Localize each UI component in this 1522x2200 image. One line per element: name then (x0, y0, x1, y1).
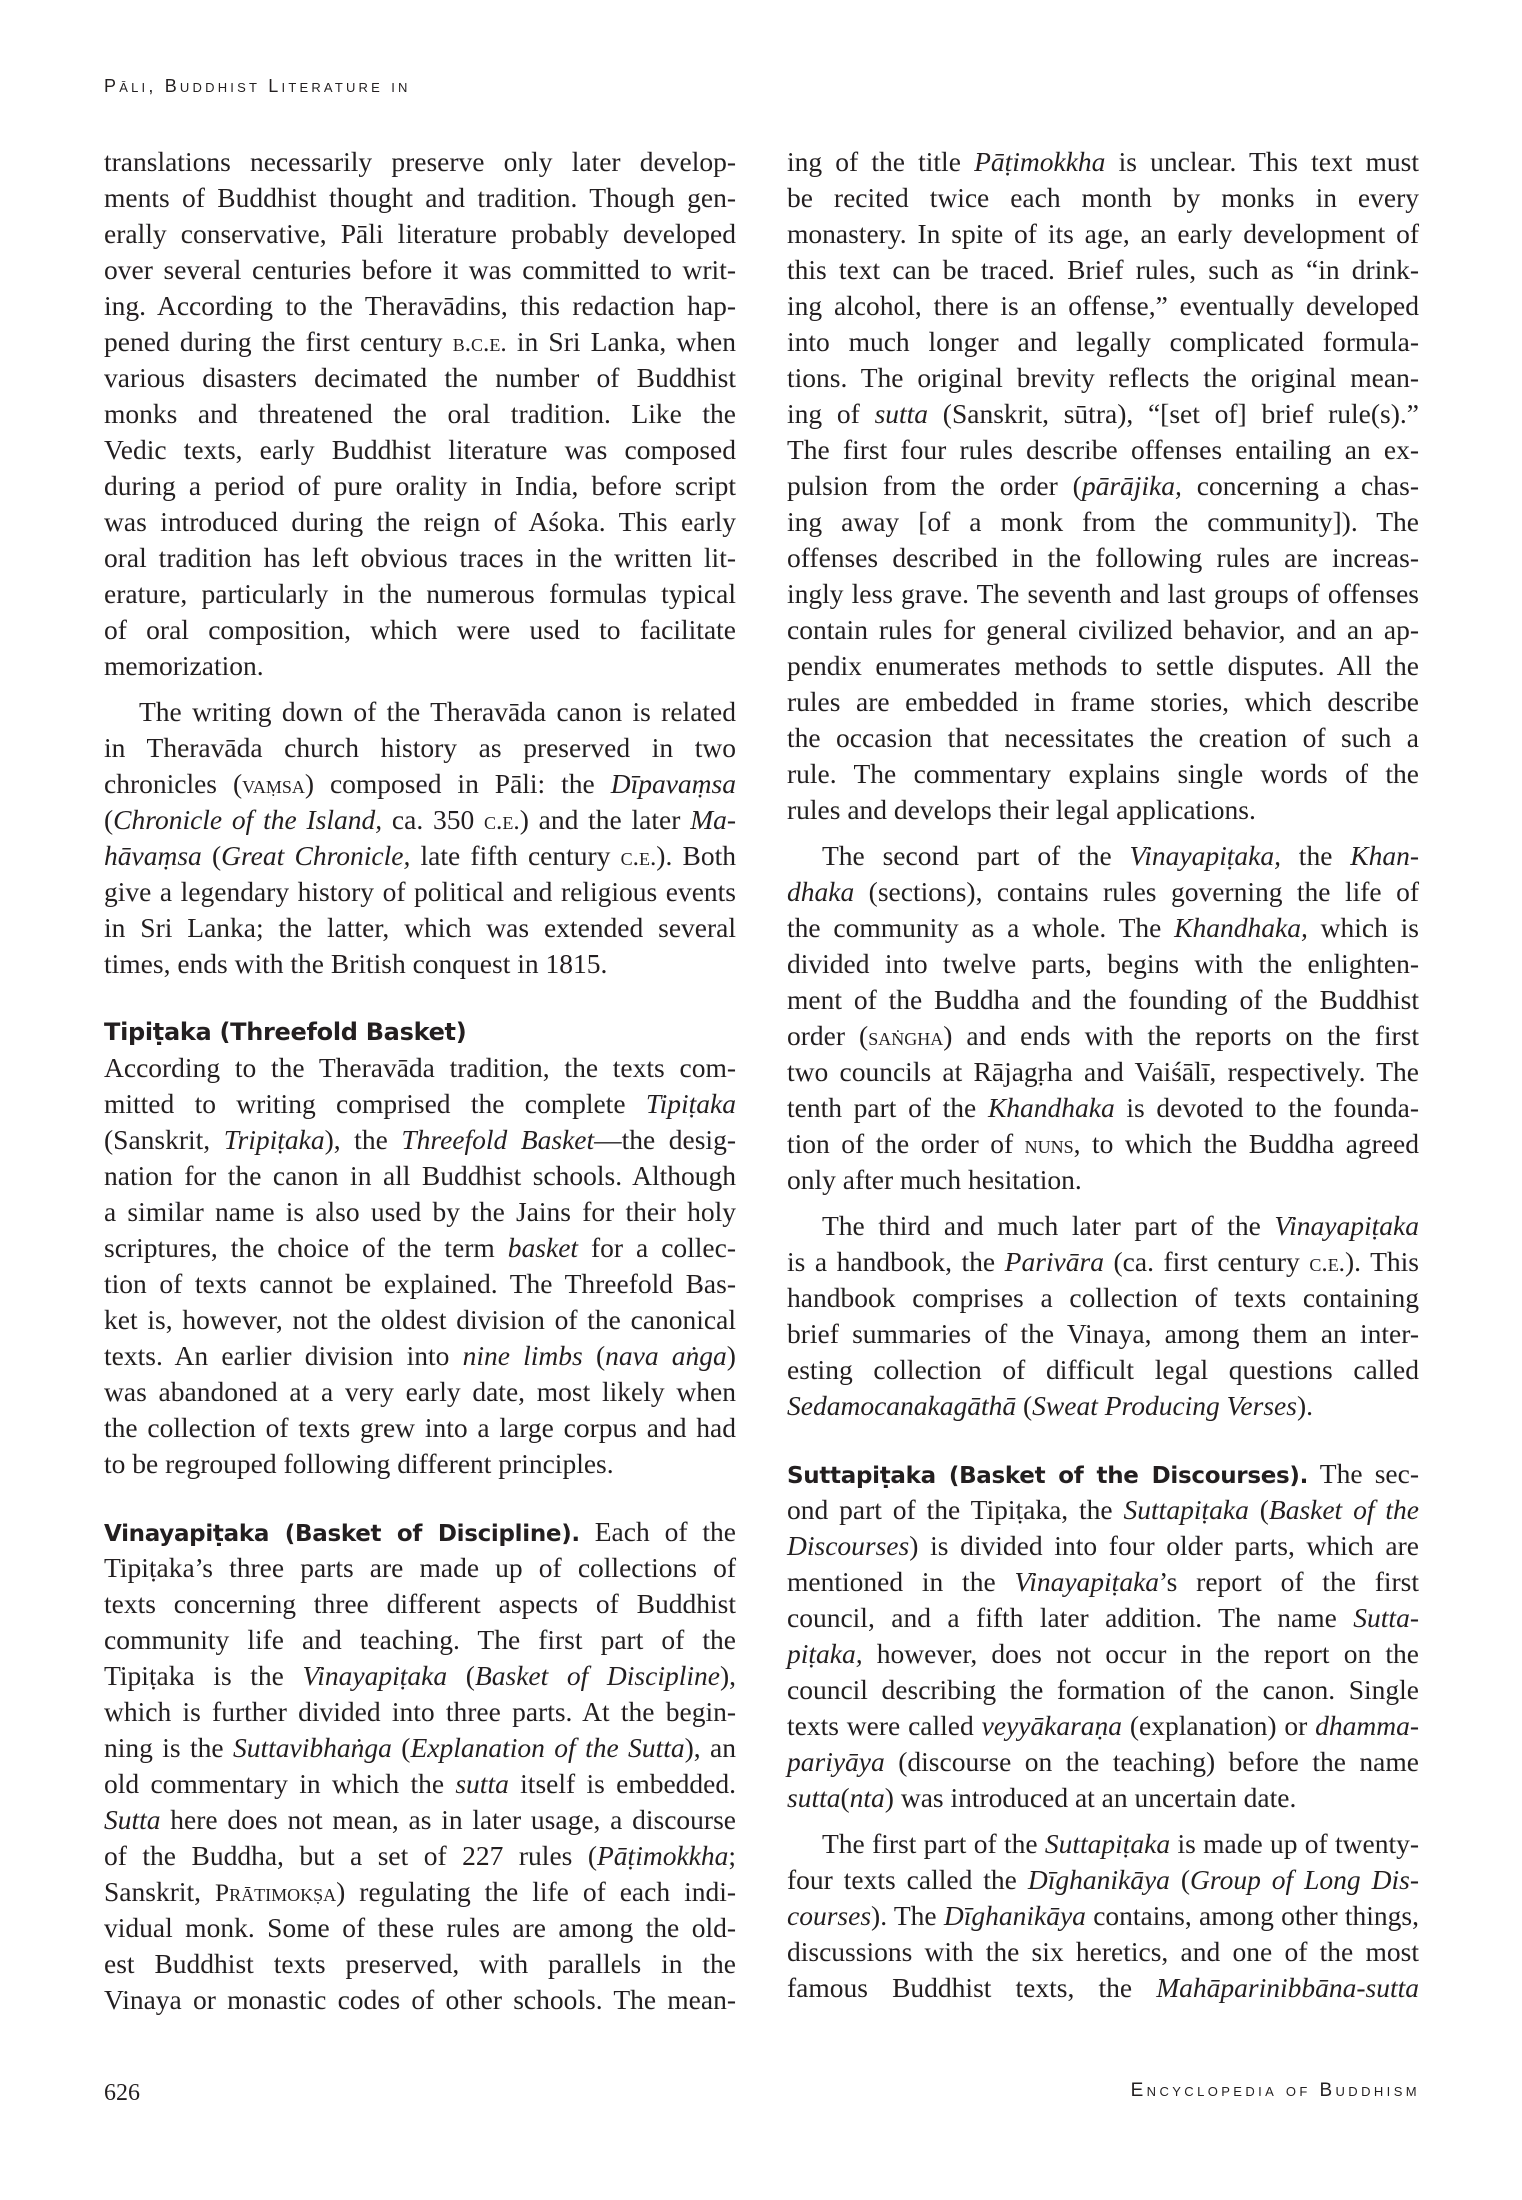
text-line: erature, particularly in the numerous formulas typical (104, 578, 736, 609)
text-line: Sedamocanakagāthā (Sweat Producing Verses). (787, 1390, 1314, 1421)
text-line: rules are embedded in frame stories, which describe (787, 686, 1419, 717)
text-line: community life and teaching. The first part of the (104, 1624, 736, 1655)
text-line: Tipiṭaka’s three parts are made up of collections of (104, 1552, 736, 1583)
text-line: Suttapiṭaka (Basket of the Discourses). The sec- (787, 1458, 1419, 1489)
text-line: pariyāya (discourse on the teaching) before the name (787, 1746, 1419, 1777)
text-line: old commentary in which the sutta itself is embedded. (104, 1768, 736, 1799)
text-line: ingly less grave. The seventh and last groups of offenses (787, 578, 1419, 609)
text-line: tion of texts cannot be explained. The Threefold Bas- (104, 1268, 736, 1299)
page-number: 626 (104, 2080, 140, 2106)
text-line: est Buddhist texts preserved, with parallels in the (104, 1948, 736, 1979)
text-line: According to the Theravāda tradition, the texts com- (104, 1052, 736, 1083)
text-line: council describing the formation of the canon. Single (787, 1674, 1419, 1705)
text-line: to be regrouped following different principles. (104, 1448, 614, 1479)
text-line: into much longer and legally complicated formula- (787, 326, 1419, 357)
text-line: four texts called the Dīghanikāya (Group of Long Dis- (787, 1864, 1419, 1895)
text-line: esting collection of difficult legal questions called (787, 1354, 1419, 1385)
paragraph (787, 838, 1419, 1198)
paragraph (104, 144, 736, 684)
text-line: pened during the first century b.c.e. in Sri Lanka, when (104, 326, 736, 357)
text-line: two councils at Rājagṛha and Vaiśālī, respectively. The (787, 1056, 1419, 1087)
text-line: tion of the order of nuns, to which the Buddha agreed (787, 1128, 1420, 1159)
paragraph-vinayapitaka (104, 1514, 736, 2018)
text-line: handbook comprises a collection of texts containing (787, 1282, 1419, 1313)
text-line: order (saṅgha) and ends with the reports on the first (787, 1020, 1419, 1051)
text-line: The second part of the Vinayapiṭaka, the Khan- (822, 840, 1419, 871)
text-line: times, ends with the British conquest in 1815. (104, 948, 608, 979)
text-line: (Sanskrit, Tripiṭaka), the Threefold Basket—the desig- (104, 1124, 736, 1155)
paragraph (104, 1050, 736, 1482)
text-line: divided into twelve parts, begins with the enlighten- (787, 948, 1419, 979)
text-line: council, and a fifth later addition. The name Sutta- (787, 1602, 1419, 1633)
text-line: of oral composition, which were used to facilitate (104, 614, 736, 645)
text-line: offenses described in the following rules are increas- (787, 542, 1419, 573)
left-column (104, 144, 736, 2028)
running-head: Pāli, Buddhist Literature in (104, 76, 411, 96)
text-line: texts concerning three different aspects of Buddhist (104, 1588, 736, 1619)
text-line: pulsion from the order (pārājika, concerning a chas- (787, 470, 1419, 501)
text-line: rule. The commentary explains single words of the (787, 758, 1419, 789)
text-line: during a period of pure orality in India, before script (104, 470, 736, 501)
text-line: hāvaṃsa (Great Chronicle, late fifth century c.e.). Both (104, 840, 736, 871)
text-line: Vinaya or monastic codes of other schools. The mean- (104, 1984, 736, 2015)
paragraph (787, 144, 1419, 828)
text-line: various disasters decimated the number of Buddhist (104, 362, 736, 393)
section-heading-tipitaka: Tipiṭaka (Threefold Basket) (104, 1018, 467, 1046)
text-line: texts were called veyyākaraṇa (explanation) or dhamma- (787, 1710, 1419, 1741)
text-line: Discourses) is divided into four older parts, which are (787, 1530, 1419, 1561)
text-line: nation for the canon in all Buddhist schools. Although (104, 1160, 736, 1191)
text-line: a similar name is also used by the Jains for their holy (104, 1196, 736, 1227)
text-line: famous Buddhist texts, the Mahāparinibbāna-sutta (787, 1972, 1419, 2003)
text-line: pendix enumerates methods to settle disputes. All the (787, 650, 1419, 681)
text-line: was introduced during the reign of Aśoka. This early (104, 506, 736, 537)
text-line: The first four rules describe offenses entailing an ex- (787, 434, 1419, 465)
text-line: Vedic texts, early Buddhist literature was composed (104, 434, 736, 465)
text-line: scriptures, the choice of the term basket for a collec- (104, 1232, 736, 1263)
text-line: Tipiṭaka is the Vinayapiṭaka (Basket of Discipline), (104, 1660, 736, 1691)
text-line: in Theravāda church history as preserved in two (104, 732, 736, 763)
text-line: The writing down of the Theravāda canon is related (139, 696, 736, 727)
text-line: brief summaries of the Vinaya, among them an inter- (787, 1318, 1419, 1349)
run-in-heading: Vinayapiṭaka (Basket of Discipline). (104, 1521, 580, 1547)
text-line: Sanskrit, Prātimokṣa) regulating the life of each indi- (104, 1876, 737, 1907)
text-line: translations necessarily preserve only later develop- (104, 146, 736, 177)
text-line: texts. An earlier division into nine limbs (nava aṅga) (104, 1340, 736, 1371)
text-line: tenth part of the Khandhaka is devoted to the founda- (787, 1092, 1420, 1123)
text-line: only after much hesitation. (787, 1164, 1082, 1195)
text-line: The first part of the Suttapiṭaka is made up of twenty- (822, 1828, 1419, 1859)
text-line: this text can be traced. Brief rules, such as “in drink- (787, 254, 1419, 285)
text-line: courses). The Dīghanikāya contains, among other things, (787, 1900, 1419, 1931)
paragraph (787, 1826, 1419, 2006)
text-line: mentioned in the Vinayapiṭaka’s report of the first (787, 1566, 1419, 1597)
text-line: ing. According to the Theravādins, this redaction hap- (104, 290, 736, 321)
text-line: Sutta here does not mean, as in later usage, a discourse (104, 1804, 736, 1835)
text-line: dhaka (sections), contains rules governing the life of (787, 876, 1419, 907)
text-line: the community as a whole. The Khandhaka, which is (787, 912, 1419, 943)
text-line: is a handbook, the Parivāra (ca. first century c.e.). This (787, 1246, 1419, 1277)
text-line: discussions with the six heretics, and one of the most (787, 1936, 1419, 1967)
text-line: which is further divided into three parts. At the begin- (104, 1696, 736, 1727)
text-line: (Chronicle of the Island, ca. 350 c.e.) and the later Ma- (104, 804, 737, 835)
text-line: give a legendary history of political and religious events (104, 876, 736, 907)
text-line: sutta(nta) was introduced at an uncertain date. (787, 1782, 1297, 1813)
text-line: vidual monk. Some of these rules are among the old- (104, 1912, 736, 1943)
paragraph (787, 1208, 1419, 1424)
text-line: ket is, however, not the oldest division of the canonical (104, 1304, 736, 1335)
text-line: ing of sutta (Sanskrit, sūtra), “[set of] brief rule(s).” (787, 398, 1419, 429)
text-line: Vinayapiṭaka (Basket of Discipline). Each of the (104, 1516, 736, 1547)
text-line: memorization. (104, 650, 264, 681)
text-line: the occasion that necessitates the creation of such a (787, 722, 1419, 753)
text-line: the collection of texts grew into a large corpus and had (104, 1412, 736, 1443)
text-line: ing of the title Pāṭimokkha is unclear. This text must (787, 146, 1419, 177)
paragraph-suttapitaka (787, 1456, 1419, 1816)
text-line: in Sri Lanka; the latter, which was extended several (104, 912, 736, 943)
text-line: contain rules for general civilized behavior, and an ap- (787, 614, 1419, 645)
text-line: be recited twice each month by monks in every (787, 182, 1419, 213)
text-line: ning is the Suttavibhaṅga (Explanation of the Sutta), an (104, 1732, 736, 1763)
text-line: monastery. In spite of its age, an early development of (787, 218, 1419, 249)
text-line: oral tradition has left obvious traces in the written lit- (104, 542, 736, 573)
text-line: monks and threatened the oral tradition. Like the (104, 398, 736, 429)
paragraph (104, 694, 736, 982)
text-line: tions. The original brevity reflects the original mean- (787, 362, 1419, 393)
text-line: ments of Buddhist thought and tradition. Though gen- (104, 182, 736, 213)
text-line: over several centuries before it was committed to writ- (104, 254, 736, 285)
right-column (787, 144, 1419, 2016)
text-line: erally conservative, Pāli literature probably developed (104, 218, 736, 249)
text-line: was abandoned at a very early date, most likely when (104, 1376, 736, 1407)
text-line: ing alcohol, there is an offense,” eventually developed (787, 290, 1419, 321)
text-line: rules and develops their legal applications. (787, 794, 1256, 825)
book-title: Encyclopedia of Buddhism (1130, 2080, 1420, 2101)
text-line: chronicles (vaṃsa) composed in Pāli: the Dīpavaṃsa (104, 768, 736, 799)
text-line: of the Buddha, but a set of 227 rules (Pāṭimokkha; (104, 1840, 736, 1871)
text-line: piṭaka, however, does not occur in the report on the (787, 1638, 1419, 1669)
text-line: ment of the Buddha and the founding of the Buddhist (787, 984, 1419, 1015)
text-line: ond part of the Tipiṭaka, the Suttapiṭaka (Basket of the (787, 1494, 1419, 1525)
text-line: mitted to writing comprised the complete Tipiṭaka (104, 1088, 736, 1119)
text-line: ing away [of a monk from the community]). The (787, 506, 1419, 537)
run-in-heading: Suttapiṭaka (Basket of the Discourses). (787, 1463, 1309, 1489)
text-line: The third and much later part of the Vinayapiṭaka (822, 1210, 1419, 1241)
